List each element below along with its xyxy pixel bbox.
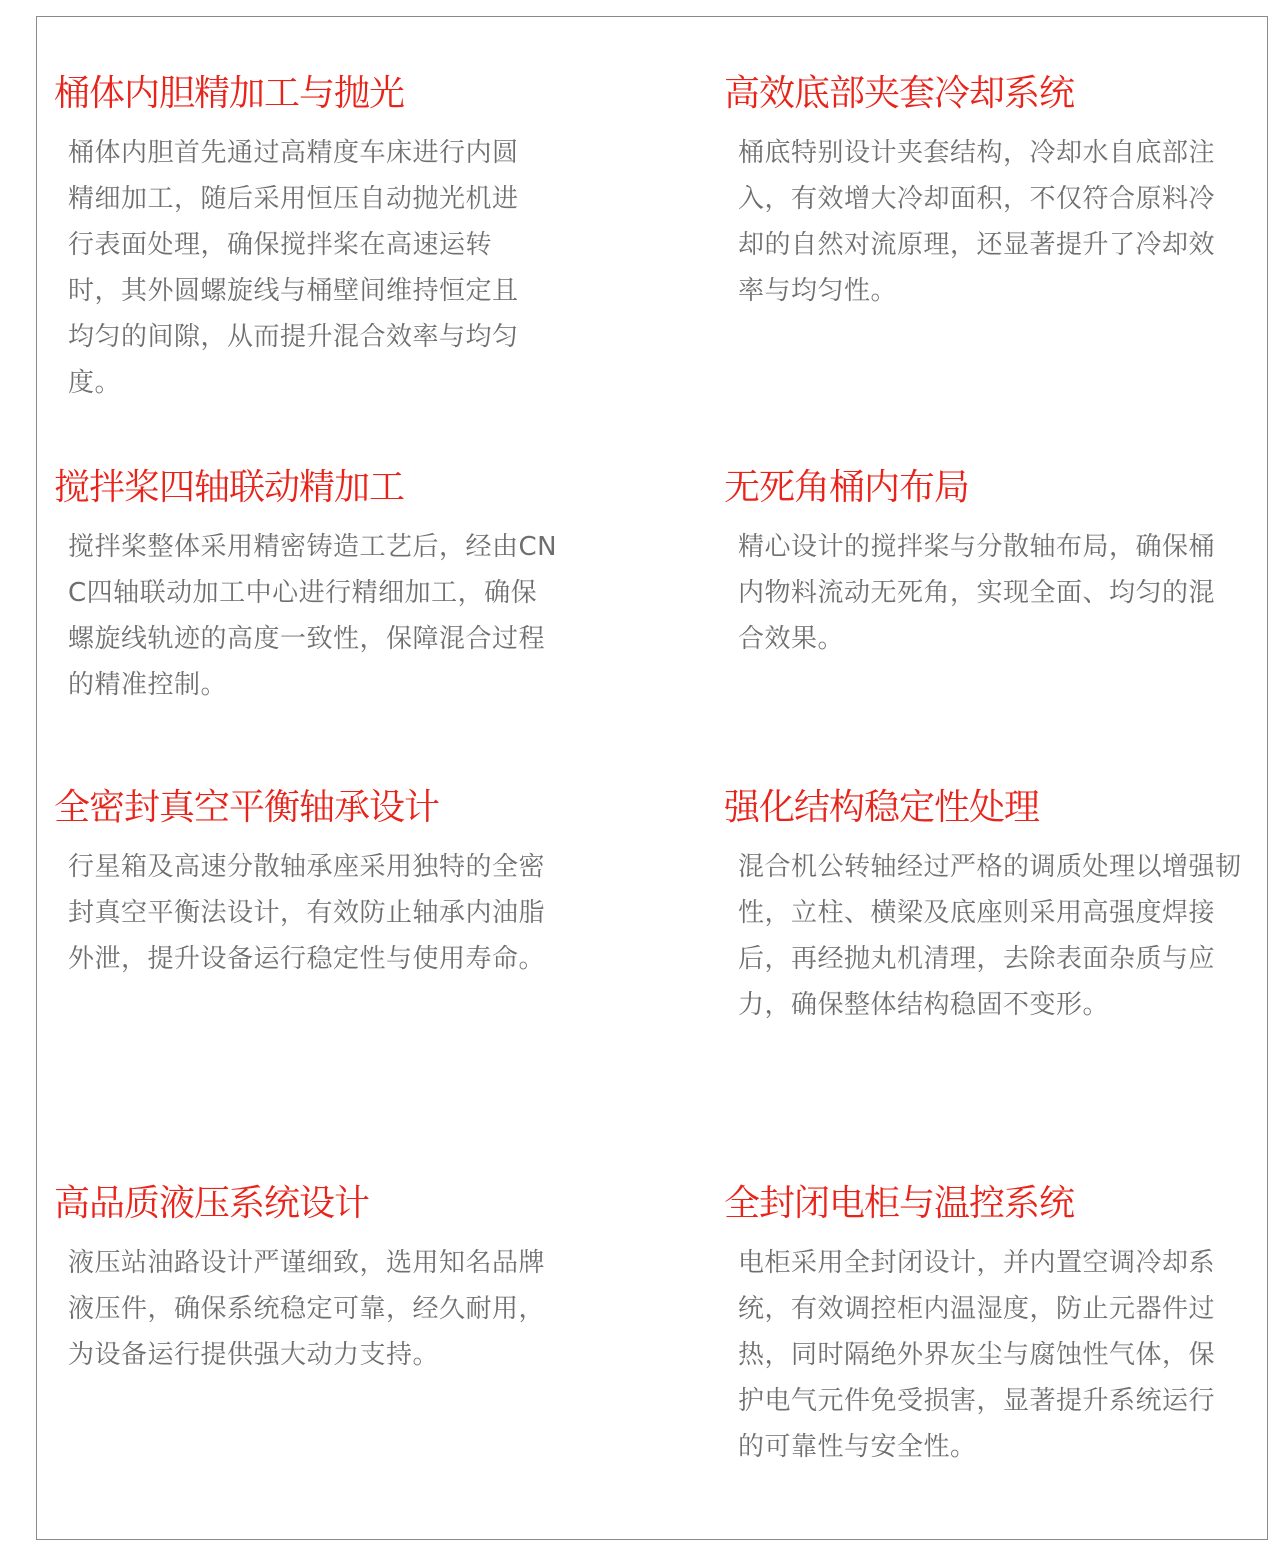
feature-barrel-liner [54,72,530,406]
feature-hydraulic-system [54,1182,562,1378]
feature-title: 高效底部夹套冷却系统 [724,73,1075,114]
feature-description: 混合机公转轴经过严格的调质处理以增强韧性，立柱、横梁及底座则采用高强度焊接后，再经抛丸机清理，去除表面杂质与应力，确保整体结构稳固不变形。 [738,852,1242,1020]
feature-title: 搅拌桨四轴联动精加工 [54,467,405,508]
feature-description: 行星箱及高速分散轴承座采用独特的全密封真空平衡法设计，有效防止轴承内油脂外泄，提升设备运行稳定性与使用寿命。 [68,852,546,974]
feature-description: 桶底特别设计夹套结构，冷却水自底部注入，有效增大冷却面积，不仅符合原料冷却的自然对流原理，还显著提升了冷却效率与均匀性。 [738,138,1216,306]
feature-description: 桶体内胆首先通过高精度车床进行内圆精细加工，随后采用恒压自动抛光机进行表面处理，确保搅拌桨在高速运转时，其外圆螺旋线与桶壁间维持恒定且均匀的间隙，从而提升混合效率与均匀度。 [68,138,519,398]
feature-sealed-cabinet-climate [724,1182,1230,1470]
feature-title: 无死角桶内布局 [724,467,970,508]
feature-description: 搅拌桨整体采用精密铸造工艺后，经由CNC四轴联动加工中心进行精细加工，确保螺旋线轨迹的高度一致性，保障混合过程的精准控制。 [68,532,558,700]
feature-bottom-jacket-cooling [724,72,1230,314]
feature-sealed-vacuum-bearing [54,786,562,982]
feature-title: 强化结构稳定性处理 [724,787,1040,828]
feature-description: 精心设计的搅拌桨与分散轴布局，确保桶内物料流动无死角，实现全面、均匀的混合效果。 [738,532,1216,654]
feature-title: 桶体内胆精加工与抛光 [54,73,405,114]
feature-description: 电柜采用全封闭设计，并内置空调冷却系统，有效调控柜内温湿度，防止元器件过热，同时隔绝外界灰尘与腐蚀性气体，保护电气元件免受损害，显著提升系统运行的可靠性与安全性。 [738,1248,1216,1462]
feature-title: 全密封真空平衡轴承设计 [54,787,440,828]
feature-four-axis-machining [54,466,562,708]
feature-no-dead-angle-layout [724,466,1230,662]
feature-description: 液压站油路设计严谨细致，选用知名品牌液压件，确保系统稳定可靠，经久耐用，为设备运行提供强大动力支持。 [68,1248,546,1370]
feature-title: 高品质液压系统设计 [54,1183,370,1224]
feature-title: 全封闭电柜与温控系统 [724,1183,1075,1224]
feature-structure-reinforcement [724,786,1258,1028]
